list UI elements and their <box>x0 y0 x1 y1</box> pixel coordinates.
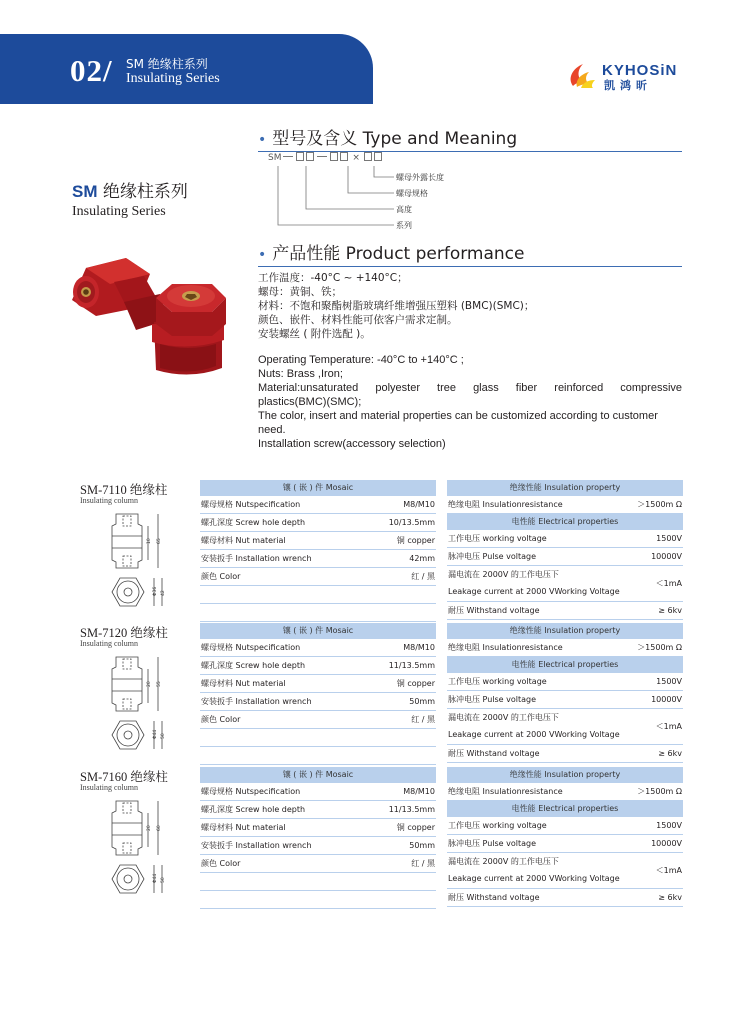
perf-en-line: Installation screw(accessory selection) <box>258 438 446 450</box>
table-row-empty <box>200 891 436 909</box>
table-row-empty <box>200 586 436 604</box>
product-sub: Insulating column <box>80 639 138 648</box>
table-header: 绝缘性能 Insulation property <box>447 767 683 783</box>
table-row: 安装扳手 Installation wrench 50mm <box>200 693 436 711</box>
table-row: 颜色 Color 红 / 黑 <box>200 568 436 586</box>
section-title: 产品性能 Product performance <box>272 244 525 264</box>
section-performance <box>258 239 682 267</box>
table-row: 脉冲电压 Pulse voltage 10000V <box>447 835 683 853</box>
perf-en-line: plastics(BMC)(SMC); <box>258 396 362 408</box>
table-row: 颜色 Color 红 / 黑 <box>200 855 436 873</box>
product-block <box>0 623 754 759</box>
product-sub: Insulating column <box>80 496 138 505</box>
section-type-meaning <box>258 124 682 152</box>
section-title: 型号及含义 Type and Meaning <box>272 129 518 149</box>
table-row: 工作电压 working voltage 1500V <box>447 530 683 548</box>
perf-en-line: The color, insert and material properties can be customized according to customer <box>258 410 658 422</box>
product-block <box>0 767 754 903</box>
mosaic-table <box>200 480 436 622</box>
dim-label: 55 <box>157 681 162 687</box>
table-row: 螺母材料 Nut material 铜 copper <box>200 675 436 693</box>
table-row: 螺母规格 Nutspecification M8/M10 <box>200 496 436 514</box>
perf-en-line: Operating Temperature: -40°C to +140°C ; <box>258 354 464 366</box>
label-nut-spec: 螺母规格 <box>396 189 428 198</box>
dim-label: 42 <box>161 590 166 596</box>
product-drawing <box>96 508 176 620</box>
table-row: 漏电流在 2000V 的工作电压下 Leakage current at 2000 VWorking Voltage ＜1mA <box>447 853 683 889</box>
table-row: 螺孔深度 Screw hole depth 11/13.5mm <box>200 801 436 819</box>
logo-flame-icon <box>567 60 599 90</box>
series-subtitle: Insulating Series <box>72 204 166 219</box>
dim-label: 20 <box>147 825 152 831</box>
series-prefix: SM <box>72 182 98 201</box>
perf-cn-line: 材料：不饱和聚酯树脂玻璃纤维增强压塑料 (BMC)(SMC)； <box>258 300 535 312</box>
label-series: 系列 <box>396 221 412 230</box>
insulator-right <box>152 284 226 375</box>
table-header: 绝缘性能 Insulation property <box>447 623 683 639</box>
product-name: SM-7110 绝缘柱 <box>80 483 168 497</box>
perf-en-line: need. <box>258 424 286 436</box>
table-row: 漏电流在 2000V 的工作电压下 Leakage current at 2000 VWorking Voltage ＜1mA <box>447 566 683 602</box>
label-height: 高度 <box>396 205 412 214</box>
table-row-empty <box>200 873 436 891</box>
table-subheader: 电性能 Electrical properties <box>447 801 683 817</box>
perf-cn-line: 螺母：黄铜、铁； <box>258 286 342 298</box>
perf-cn-line: 安装螺丝 ( 附件选配 )。 <box>258 328 371 340</box>
code-leader-lines <box>268 152 478 234</box>
perf-en-line: Nuts: Brass ,Iron; <box>258 368 343 380</box>
table-row-empty <box>200 604 436 622</box>
dim-label: 50 <box>161 877 166 883</box>
table-row: 螺孔深度 Screw hole depth 10/13.5mm <box>200 514 436 532</box>
table-row: 安装扳手 Installation wrench 42mm <box>200 550 436 568</box>
table-row: 颜色 Color 红 / 黑 <box>200 711 436 729</box>
dim-label: 50 <box>161 733 166 739</box>
table-row: 螺母规格 Nutspecification M8/M10 <box>200 639 436 657</box>
mosaic-table <box>200 623 436 765</box>
table-row-empty <box>200 729 436 747</box>
table-row: 脉冲电压 Pulse voltage 10000V <box>447 691 683 709</box>
bullet-icon: • <box>258 247 267 263</box>
table-header: 绝缘性能 Insulation property <box>447 480 683 496</box>
product-photo <box>64 244 236 380</box>
table-row: 工作电压 working voltage 1500V <box>447 673 683 691</box>
mosaic-table <box>200 767 436 909</box>
dim-label: 10 <box>147 538 152 544</box>
table-row: 漏电流在 2000V 的工作电压下 Leakage current at 2000 VWorking Voltage ＜1mA <box>447 709 683 745</box>
table-row: 绝缘电阻 Insulationresistance ＞1500m Ω <box>447 783 683 801</box>
table-row: 耐压 Withstand voltage ≥ 6kv <box>447 889 683 907</box>
series-title <box>72 177 188 202</box>
series-title-cn: 绝缘柱系列 <box>102 182 188 202</box>
label-nut-length: 螺母外露长度 <box>396 173 444 182</box>
insulator-left <box>72 258 168 330</box>
chapter-number: 02/ <box>70 53 113 88</box>
table-row: 脉冲电压 Pulse voltage 10000V <box>447 548 683 566</box>
perf-cn-line: 工作温度：-40°C ~ +140°C； <box>258 272 408 284</box>
header-series-cn: SM 绝缘柱系列 <box>126 57 208 71</box>
bullet-icon: • <box>258 132 267 148</box>
table-subheader: 电性能 Electrical properties <box>447 657 683 673</box>
product-drawing <box>96 651 176 763</box>
dim-label: 65 <box>157 538 162 544</box>
table-row: 耐压 Withstand voltage ≥ 6kv <box>447 602 683 620</box>
dim-label: Φ36 <box>153 586 158 596</box>
table-header: 镶 ( 嵌 ) 件 Mosaic <box>200 480 436 496</box>
perf-en-line: Material:unsaturated polyester tree glass fiber reinforced compressive <box>258 382 682 394</box>
logo-text-cn: 凯鸿昕 <box>604 79 652 92</box>
table-row: 螺母材料 Nut material 铜 copper <box>200 819 436 837</box>
table-row: 绝缘电阻 Insulationresistance ＞1500m Ω <box>447 496 683 514</box>
product-sub: Insulating column <box>80 783 138 792</box>
type-code-diagram <box>268 152 478 234</box>
brand-logo <box>567 60 687 90</box>
table-row: 绝缘电阻 Insulationresistance ＞1500m Ω <box>447 639 683 657</box>
table-header: 镶 ( 嵌 ) 件 Mosaic <box>200 623 436 639</box>
logo-text-en: KYHOSiN <box>602 62 678 79</box>
performance-en <box>258 353 682 451</box>
table-row: 螺孔深度 Screw hole depth 11/13.5mm <box>200 657 436 675</box>
product-block <box>0 480 754 616</box>
dim-label: Φ44 <box>153 729 158 739</box>
insulation-table <box>447 480 683 620</box>
product-drawing <box>96 795 176 907</box>
table-row: 安装扳手 Installation wrench 50mm <box>200 837 436 855</box>
header-series-en: Insulating Series <box>126 71 220 86</box>
perf-cn-line: 颜色、嵌件、材料性能可依客户需求定制。 <box>258 314 458 326</box>
product-name: SM-7160 绝缘柱 <box>80 770 168 784</box>
table-row: 螺母材料 Nut material 铜 copper <box>200 532 436 550</box>
insulation-table <box>447 767 683 907</box>
table-subheader: 电性能 Electrical properties <box>447 514 683 530</box>
table-row-empty <box>200 747 436 765</box>
code-x: × <box>352 153 360 163</box>
insulation-table <box>447 623 683 763</box>
dim-label: 20 <box>147 681 152 687</box>
code-prefix: SM <box>268 153 282 163</box>
page-header <box>0 0 754 104</box>
dim-label: 60 <box>157 825 162 831</box>
table-header: 镶 ( 嵌 ) 件 Mosaic <box>200 767 436 783</box>
performance-cn <box>258 271 534 341</box>
dim-label: Φ44 <box>153 873 158 883</box>
product-name: SM-7120 绝缘柱 <box>80 626 168 640</box>
table-row: 耐压 Withstand voltage ≥ 6kv <box>447 745 683 763</box>
table-row: 螺母规格 Nutspecification M8/M10 <box>200 783 436 801</box>
table-row: 工作电压 working voltage 1500V <box>447 817 683 835</box>
